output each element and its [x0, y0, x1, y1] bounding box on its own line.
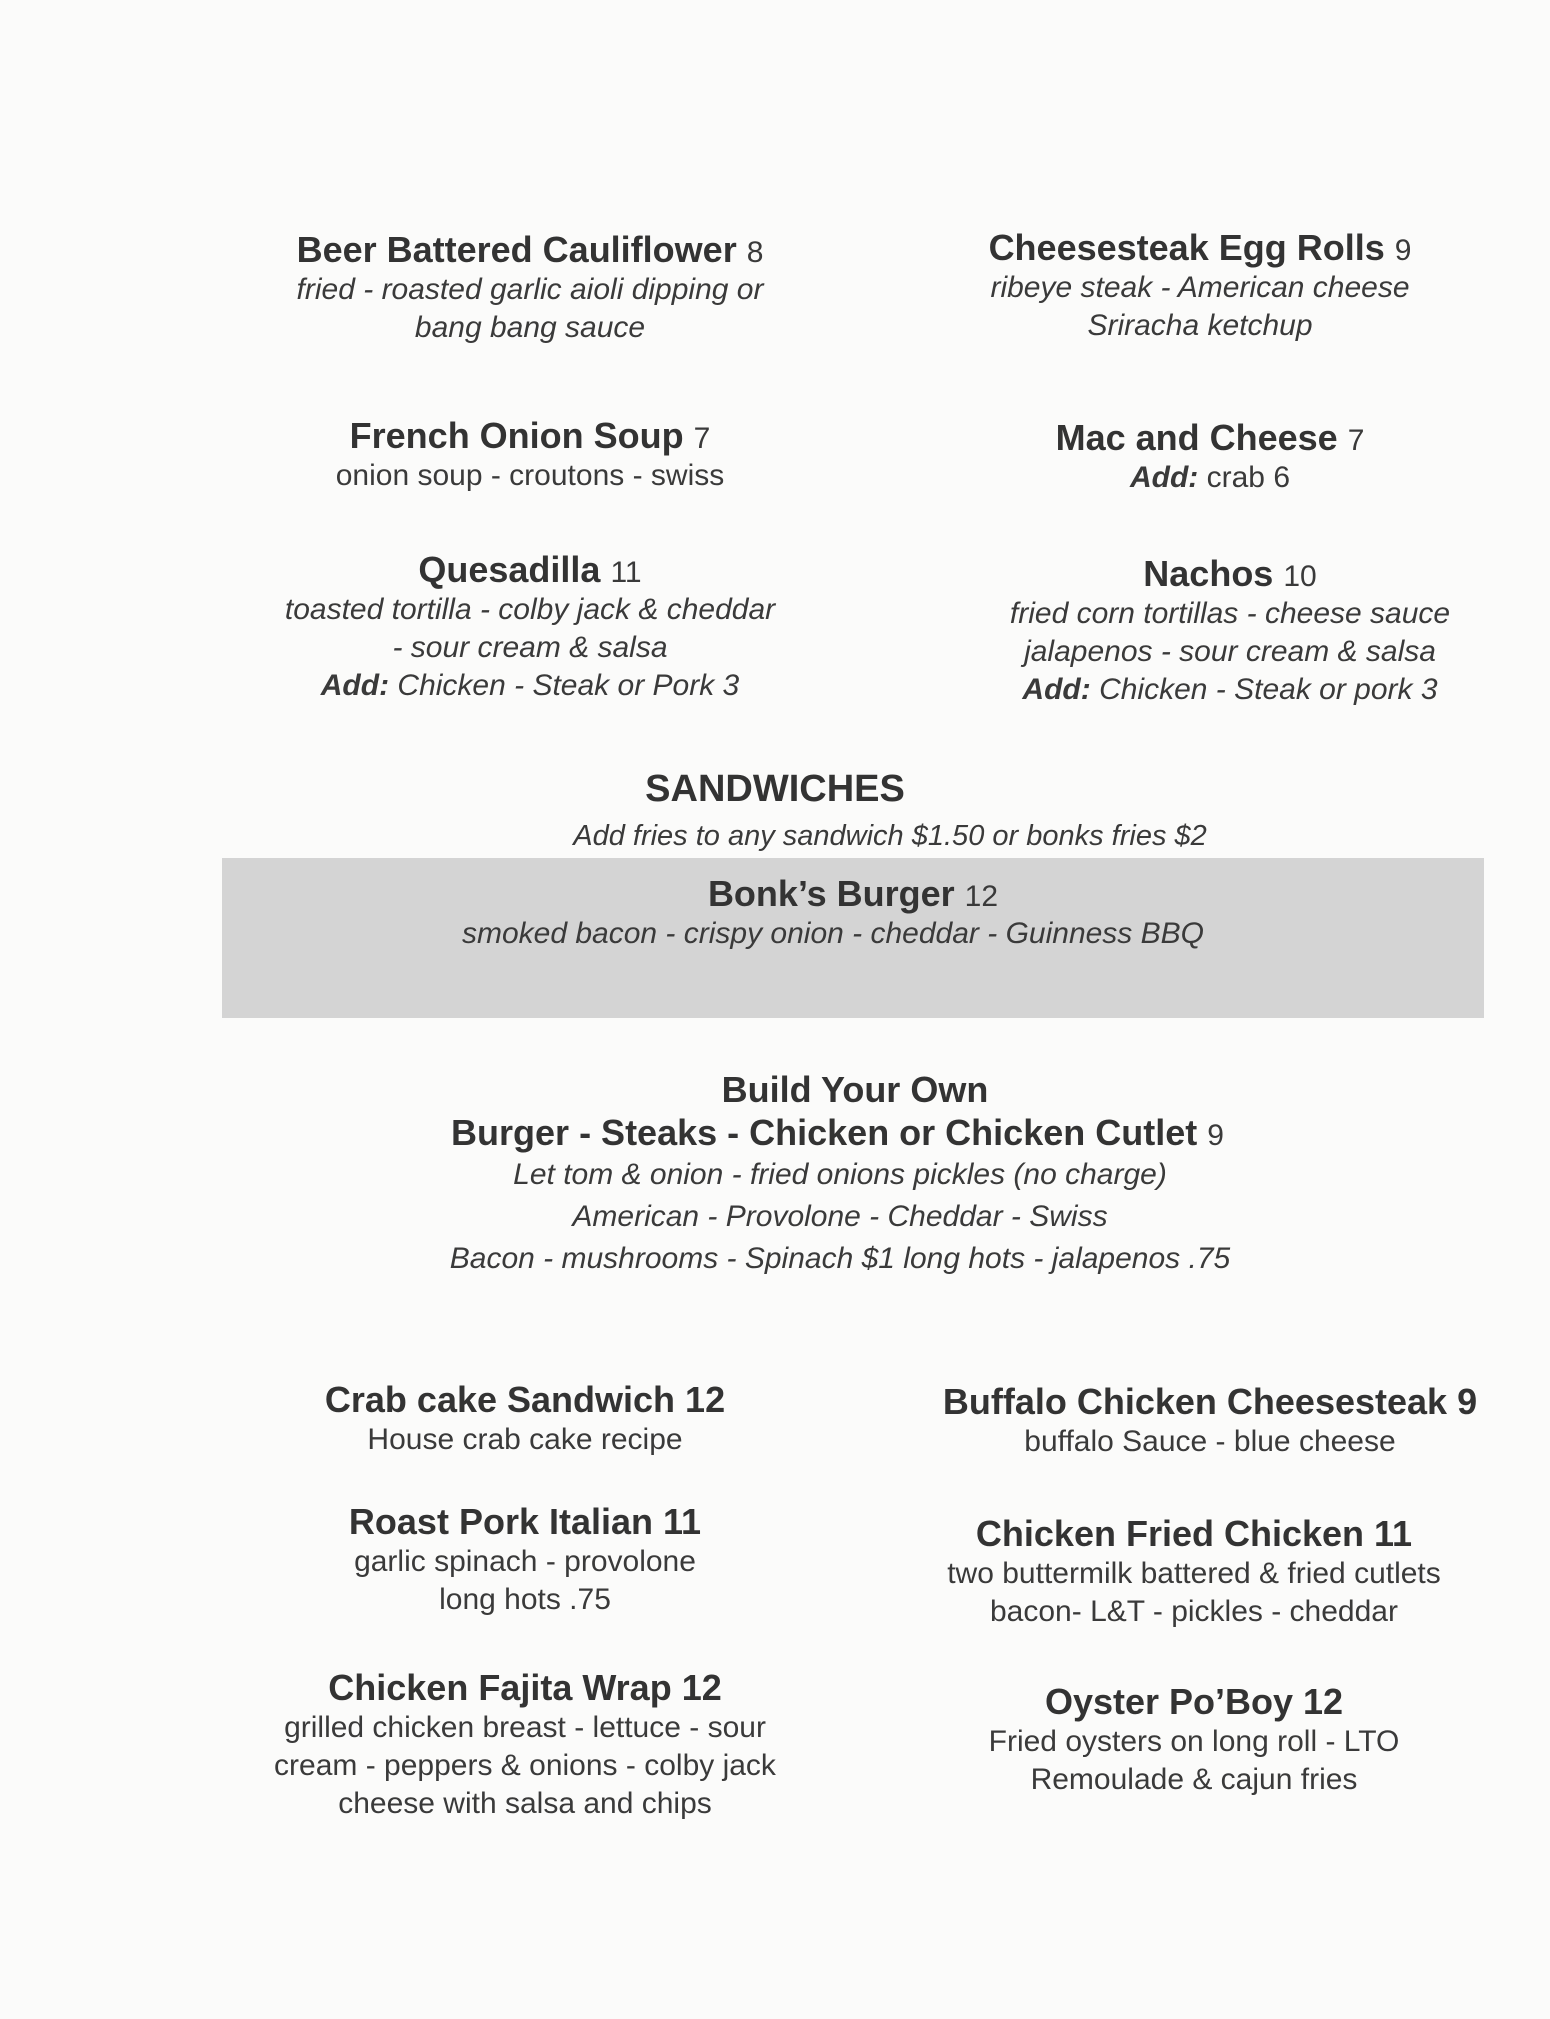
menu-item-nachos [900, 552, 1550, 709]
menu-item-build-your-own [300, 1068, 1520, 1280]
item-price: 10 [1283, 560, 1317, 593]
item-name: Oyster Po’Boy 12 [1044, 1681, 1344, 1722]
add-text: Chicken - Steak or Pork 3 [389, 669, 740, 703]
item-price: 7 [693, 422, 711, 455]
item-description: Fried oysters on long roll - LTO [988, 1725, 1400, 1759]
item-description: - sour cream & salsa [392, 631, 668, 665]
item-description: fried corn tortillas - cheese sauce [1009, 597, 1451, 631]
add-label: Add: [1022, 673, 1091, 707]
item-description: House crab cake recipe [367, 1423, 683, 1457]
item-description: smoked bacon - crispy onion - cheddar - Guinness BBQ [461, 917, 1205, 951]
item-price: 8 [746, 236, 764, 269]
menu-item-buffalo-chicken-cheesesteak [880, 1380, 1540, 1461]
item-description: grilled chicken breast - lettuce - sour [284, 1711, 766, 1745]
item-description: cream - peppers & onions - colby jack [274, 1749, 776, 1783]
item-name: Quesadilla [418, 549, 601, 590]
item-description: garlic spinach - provolone [354, 1545, 696, 1579]
item-description: bang bang sauce [414, 311, 646, 345]
item-description: cheese with salsa and chips [338, 1787, 712, 1821]
item-description: long hots .75 [439, 1583, 611, 1617]
menu-item-beer-battered-cauliflower [200, 228, 860, 347]
item-name: Roast Pork Italian 11 [348, 1501, 702, 1542]
item-description: American - Provolone - Cheddar - Swiss [572, 1200, 1108, 1234]
item-name: Bonk’s Burger [707, 873, 955, 914]
menu-item-chicken-fried-chicken [864, 1512, 1524, 1631]
item-name: Chicken Fajita Wrap 12 [328, 1667, 722, 1708]
item-price: 9 [1207, 1119, 1224, 1153]
add-text: Chicken - Steak or pork 3 [1090, 673, 1438, 707]
item-name: Mac and Cheese [1055, 417, 1338, 458]
item-name: Beer Battered Cauliflower [296, 229, 737, 270]
add-label: Add: [1129, 461, 1199, 495]
item-description: jalapenos - sour cream & salsa [1024, 635, 1436, 669]
menu-item-chicken-fajita-wrap [195, 1666, 855, 1823]
item-name: Buffalo Chicken Cheesesteak 9 [942, 1381, 1478, 1422]
item-description: Bacon - mushrooms - Spinach $1 long hots - jalapenos .75 [449, 1242, 1231, 1276]
menu-item-mac-and-cheese [880, 416, 1540, 497]
item-price: 9 [1394, 234, 1412, 267]
item-add-on [900, 671, 1550, 709]
item-description: toasted tortilla - colby jack & cheddar [284, 593, 776, 627]
add-text: crab 6 [1198, 461, 1291, 495]
item-description: buffalo Sauce - blue cheese [1024, 1425, 1396, 1459]
menu-item-crab-cake-sandwich [195, 1378, 855, 1459]
item-name: Burger - Steaks - Chicken or Chicken Cutlet [451, 1112, 1198, 1154]
item-description: two buttermilk battered & fried cutlets [947, 1557, 1441, 1591]
section-subheading: Add fries to any sandwich $1.50 or bonks fries $2 [573, 820, 1207, 852]
item-name: Crab cake Sandwich 12 [324, 1379, 726, 1420]
item-add-on [200, 667, 860, 705]
item-description: Sriracha ketchup [1087, 309, 1313, 343]
menu-item-cheesesteak-egg-rolls [880, 226, 1520, 345]
menu-item-bonks-burger [222, 872, 1484, 953]
item-description: ribeye steak - American cheese [990, 271, 1410, 305]
item-description: Let tom & onion - fried onions pickles (no charge) [513, 1158, 1167, 1192]
add-label: Add: [320, 669, 390, 703]
item-name: Chicken Fried Chicken 11 [975, 1513, 1413, 1554]
item-price: 7 [1347, 424, 1365, 457]
section-heading: SANDWICHES [645, 768, 905, 810]
menu-item-quesadilla [200, 548, 860, 705]
item-description: onion soup - croutons - swiss [335, 459, 725, 493]
menu-item-roast-pork-italian [195, 1500, 855, 1619]
byo-title: Build Your Own [721, 1069, 989, 1110]
item-price: 11 [610, 556, 642, 589]
item-add-on [880, 459, 1540, 497]
menu-item-french-onion-soup [200, 414, 860, 495]
item-description: bacon- L&T - pickles - cheddar [990, 1595, 1398, 1629]
menu-item-oyster-poboy [864, 1680, 1524, 1799]
item-price: 12 [964, 880, 999, 913]
item-name: French Onion Soup [349, 415, 684, 456]
item-name: Cheesesteak Egg Rolls [988, 227, 1385, 268]
item-description: fried - roasted garlic aioli dipping or [296, 273, 764, 307]
item-name: Nachos [1143, 553, 1274, 594]
item-description: Remoulade & cajun fries [1030, 1763, 1358, 1797]
